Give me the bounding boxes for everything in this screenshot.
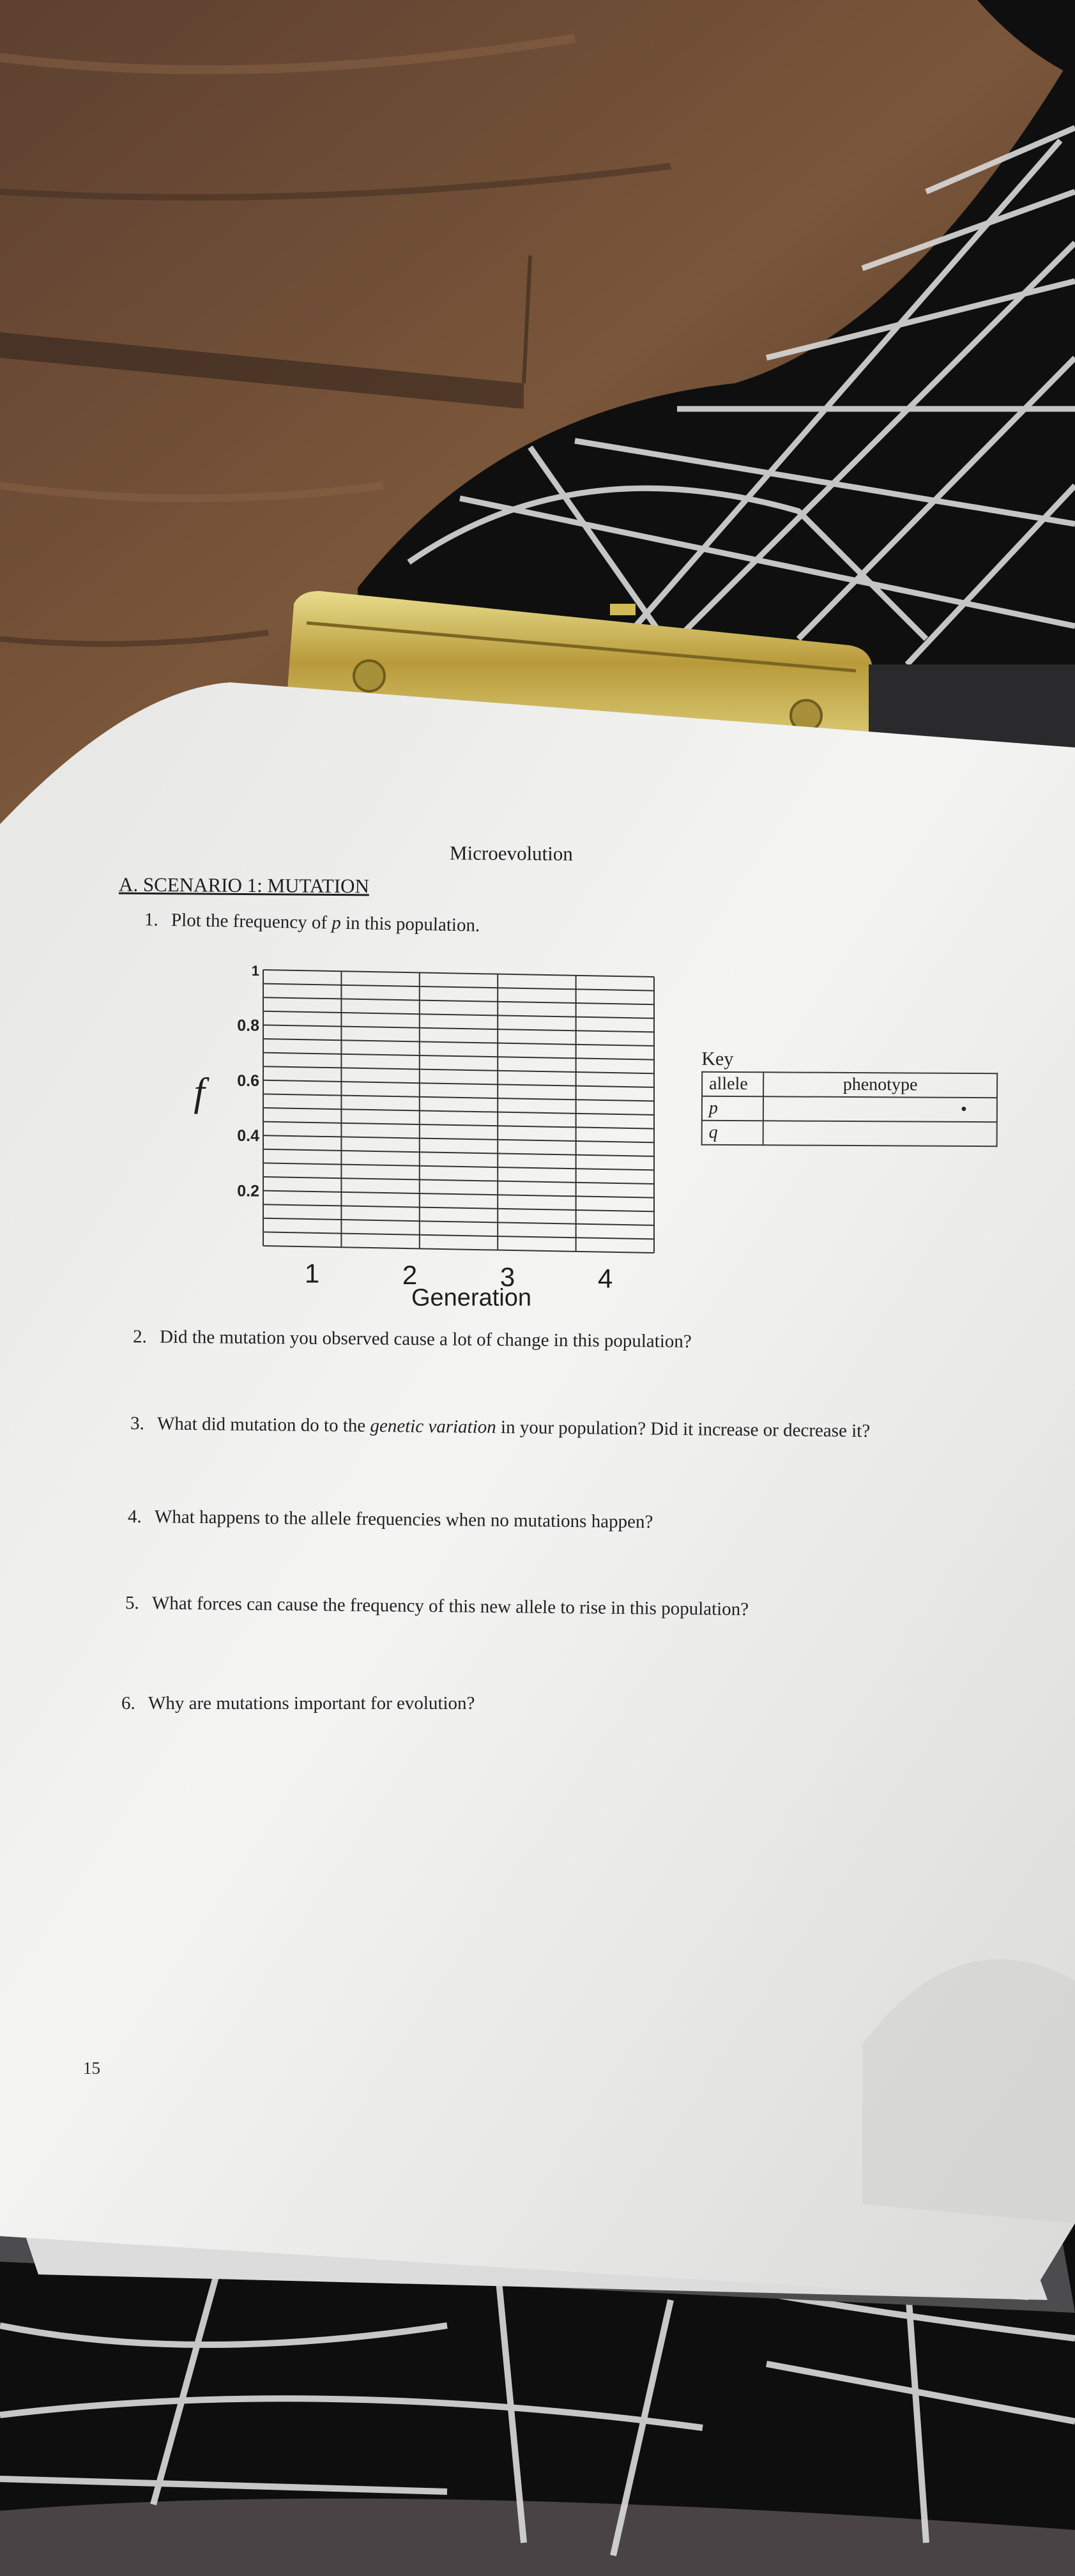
key-phenotype-q [763,1121,997,1146]
grid-line-horizontal [263,1025,654,1032]
key-header-row [702,1072,997,1098]
grid-line-horizontal [263,1218,654,1225]
question-1-text-end: in this population. [340,912,480,936]
question-1-text-start: Plot the frequency of [171,910,332,933]
grid-line-horizontal [263,1094,654,1101]
grid-line-horizontal [263,1191,654,1198]
key-row-q [702,1121,997,1146]
question-1-number: 1. [144,909,159,930]
grid-line-horizontal [263,1066,654,1073]
question-3-text-end: in your population? Did it increase or decrease it? [496,1416,871,1442]
question-6-text: Why are mutations important for evolution? [148,1693,475,1713]
grid-line-horizontal [263,1039,654,1046]
chart-grid [263,970,654,1253]
question-6-number: 6. [121,1693,135,1713]
grid-line-horizontal [263,1108,654,1115]
y-tick-label: 0.6 [237,1071,259,1090]
y-tick-label: 0.8 [237,1016,259,1035]
grid-line-horizontal [263,997,654,1004]
question-4-number: 4. [127,1506,142,1527]
y-tick-label: 1 [251,963,259,979]
worksheet-title: Microevolution [449,841,573,865]
grid-line-horizontal [263,1122,654,1129]
grid-line-horizontal [263,970,654,977]
key-header-allele: allele [702,1072,763,1097]
grid-line-horizontal [263,984,654,991]
question-2-number: 2. [132,1326,147,1347]
grid-line-horizontal [263,1204,654,1211]
key-title: Key [701,1048,734,1070]
y-axis-label: f [194,1071,205,1114]
key-phenotype-p: • [763,1096,997,1122]
question-2-text: Did the mutation you observed cause a lot of change in this population? [159,1326,692,1352]
question-1-variable: p [331,912,342,933]
grid-line-horizontal [263,1232,654,1239]
grid-line-horizontal [263,1011,654,1018]
grid-line-horizontal [263,1246,654,1253]
x-tick-label: 1 [304,1258,320,1289]
grid-line-horizontal [263,1053,654,1060]
question-5-number: 5. [125,1592,139,1614]
grid-line-horizontal [263,1149,654,1156]
y-tick-label: 0.4 [237,1127,259,1146]
y-tick-label: 0.2 [237,1182,259,1200]
grid-line-horizontal [263,1080,654,1087]
question-3-emphasis: genetic variation [370,1415,496,1438]
x-tick-label: 3 [499,1261,515,1292]
x-tick-label: 2 [402,1260,418,1291]
key-allele-q: q [702,1121,763,1146]
question-5-text: What forces can cause the frequency of this new allele to rise in this population? [151,1593,749,1620]
question-4-text: What happens to the allele frequencies when no mutations happen? [154,1506,653,1533]
page-number: 15 [83,2058,100,2078]
grid-line-horizontal [263,1177,654,1184]
grid-line-horizontal [263,1163,654,1170]
key-row-p [702,1096,997,1122]
key-header-phenotype: phenotype [763,1072,997,1098]
x-axis-label: Generation [411,1284,532,1312]
key-table [701,1071,998,1147]
question-3-text-start: What did mutation do to the [156,1413,370,1436]
grid-line-horizontal [263,1135,654,1142]
key-allele-p: p [702,1096,763,1121]
question-3-number: 3. [130,1413,144,1434]
key-block [701,1048,998,1147]
section-heading: A. SCENARIO 1: MUTATION [118,873,370,898]
x-tick-label: 4 [597,1263,613,1294]
question-6 [121,1693,475,1714]
